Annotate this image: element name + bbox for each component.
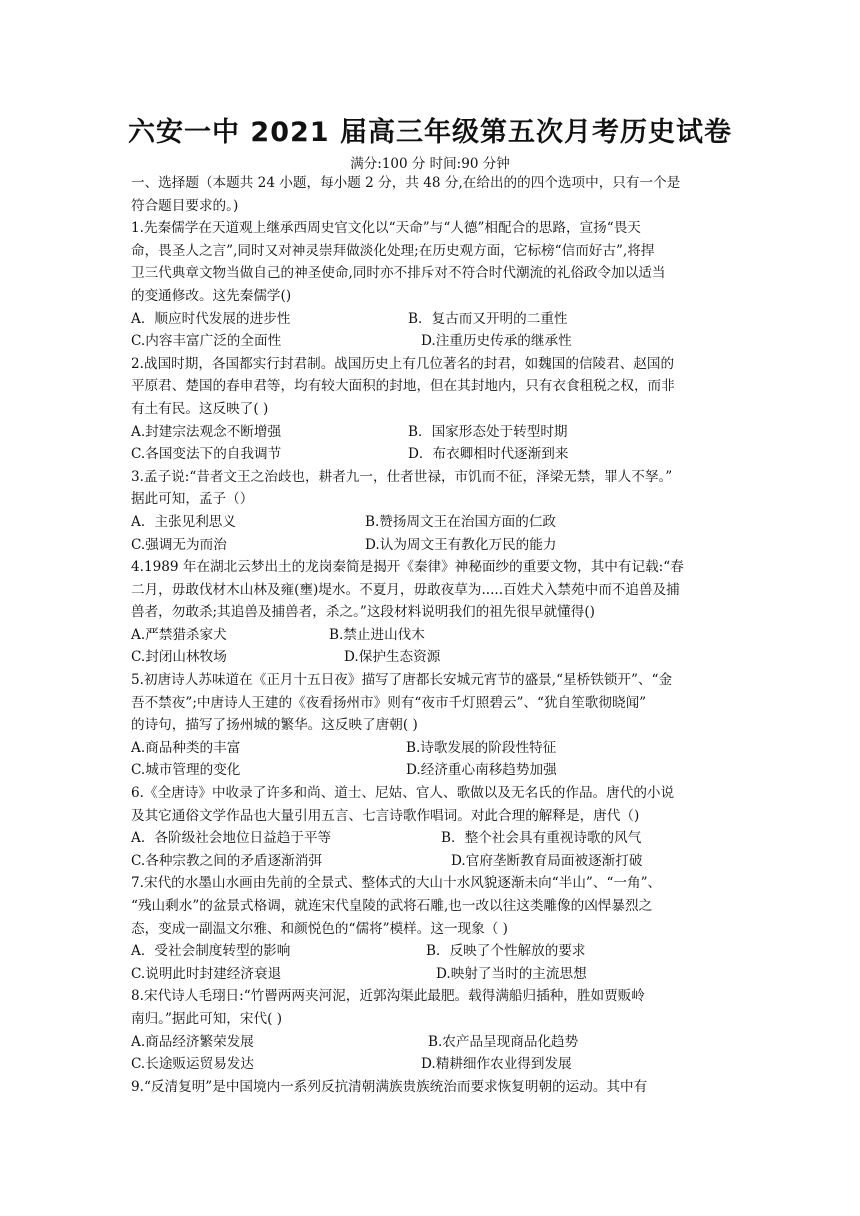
question-stem-line: 6.《全唐诗》中收录了许多和尚、道士、尼姑、官人、歌做以及无名氏的作品。唐代的小说 <box>131 785 675 802</box>
question <box>131 782 731 872</box>
answer-option: A.商品经济繁荣发展 <box>131 1033 254 1050</box>
answer-option: B．国家形态处于转型时期 <box>408 423 568 440</box>
answer-option: C.封闭山林牧场 <box>131 649 227 666</box>
answer-option: B．复古而又开明的二重性 <box>408 310 568 327</box>
option-row <box>131 940 731 963</box>
exam-subtitle: 满分:100 分 时间:90 分钟 <box>350 156 510 172</box>
question-stem-line: 有土有民。这反映了( ) <box>131 400 269 417</box>
section-instructions <box>131 172 731 217</box>
answer-option: B.禁止进山伐木 <box>329 626 425 643</box>
question <box>131 1076 731 1099</box>
question-stem-line: 据此可知，孟子（） <box>131 491 254 508</box>
answer-option: A．顺应时代发展的进步性 <box>131 310 291 327</box>
answer-option: D．布衣卿相时代逐渐到来 <box>408 446 569 463</box>
question-stem-line: 4.1989 年在湖北云梦出土的龙岗秦简是揭开《秦律》神秘面纱的重要文物，其中有记载:“春 <box>131 559 684 576</box>
answer-option: D.注重历史传承的继承性 <box>421 333 572 350</box>
answer-option: A．各阶级社会地位日益趋于平等 <box>131 830 332 847</box>
question-stem-line: 及其它通俗文学作品也大量引用五言、七言诗歌作唱词。对此合理的解释是，唐代（) <box>131 807 640 824</box>
answer-option: A．受社会制度转型的影响 <box>131 943 291 960</box>
question-stem-line: 8.宋代诗人毛珝日:“竹罾两两夹河泥，近郭沟渠此最肥。载得满船归插种，胜如贾贩岭 <box>131 988 645 1005</box>
option-row <box>131 759 731 782</box>
question-stem-line: 二月，毋敢伐材木山林及雍(壅)堤水。不夏月，毋敢夜草为.....百姓犬入禁苑中而不追兽及捕 <box>131 581 680 598</box>
answer-option: C.长途贩运贸易发达 <box>131 1056 254 1073</box>
answer-option: B．反映了个性解放的要求 <box>426 943 586 960</box>
option-row <box>131 963 731 986</box>
answer-option: D.精耕细作农业得到发展 <box>421 1056 572 1073</box>
answer-option: D.保护生态资源 <box>344 649 441 666</box>
option-row <box>131 624 731 647</box>
answer-option: C.城市管理的变化 <box>131 762 241 779</box>
option-row <box>131 827 731 850</box>
option-row <box>131 511 731 534</box>
question-stem-line: 态，变成一副温文尔雅、和颜悦色的“儒将”模样。这一现象（ ) <box>131 920 508 937</box>
question-stem-line: 兽者，勿敢杀;其追兽及捕兽者，杀之。”这段材料说明我们的祖先很早就懂得() <box>131 604 595 621</box>
question <box>131 217 731 353</box>
question <box>131 669 731 782</box>
option-row <box>131 1031 731 1054</box>
question-stem-line: 2.战国时期，各国都实行封君制。战国历史上有几位著名的封君，如魏国的信陵君、赵国的 <box>131 355 675 372</box>
answer-option: B.赞扬周文王在治国方面的仁政 <box>365 513 557 530</box>
option-row <box>131 850 731 873</box>
question-stem-line: 平原君、楚国的春申君等，均有较大面积的封地，但在其封地内，只有衣食租税之权，而非 <box>131 378 675 395</box>
answer-option: A.严禁猎杀家犬 <box>131 626 227 643</box>
answer-option: A.商品种类的丰富 <box>131 739 241 756</box>
question-stem-line: 7.宋代的水墨山水画由先前的全景式、整体式的大山十水风貌逐渐未向“半山”、“一角”、 <box>131 875 662 892</box>
answer-option: C.内容丰富广泛的全面性 <box>131 333 282 350</box>
option-row <box>131 534 731 557</box>
question-stem-line: 5.初唐诗人苏味道在《正月十五日夜》描写了唐都长安城元宵节的盛景,“星桥铁锁开”、“金 <box>131 672 673 689</box>
option-row <box>131 646 731 669</box>
question-stem-line: “残山剩水”的盆景式格调，就连宋代皇陵的武将石雕,也一改以往这类雕像的凶悍暴烈之 <box>131 898 653 914</box>
answer-option: B.诗歌发展的阶段性特征 <box>406 739 557 756</box>
answer-option: B.农产品呈现商品化趋势 <box>428 1033 579 1050</box>
option-row <box>131 330 731 353</box>
answer-option: D.认为周文王有教化万民的能力 <box>365 536 557 553</box>
page-title: 六安一中 2021 届高三年级第五次月考历史试卷 <box>128 117 732 148</box>
answer-option: C.说明此时封建经济衰退 <box>131 965 282 982</box>
answer-option: D.官府垄断教育局面被逐渐打破 <box>451 852 643 869</box>
question-stem-line: 吾不禁夜”;中唐诗人王建的《夜看扬州市》则有“夜市千灯照碧云”、“犹自笙歌彻晓闻” <box>131 694 647 711</box>
option-row <box>131 443 731 466</box>
answer-option: A．主张见利思义 <box>131 513 236 530</box>
option-row <box>131 308 731 331</box>
question <box>131 466 731 556</box>
answer-option: B．整个社会具有重视诗歌的风气 <box>441 830 642 847</box>
exam-body <box>131 172 731 1098</box>
answer-option: C.各国变法下的自我调节 <box>131 446 282 463</box>
answer-option: D.映射了当时的主流思想 <box>436 965 587 982</box>
option-row <box>131 1053 731 1076</box>
question-stem-line: 的变通修改。这先秦儒学() <box>131 287 292 304</box>
answer-option: C.强调无为而治 <box>131 536 227 553</box>
question <box>131 872 731 985</box>
question-stem-line: 9.“反清复明”是中国境内一系列反抗清朝满族贵族统治而要求恢复明朝的运动。其中有 <box>131 1078 648 1095</box>
option-row <box>131 421 731 444</box>
question-stem-line: 南归。”据此可知，宋代( ) <box>131 1010 283 1027</box>
answer-option: A.封建宗法观念不断增强 <box>131 423 282 440</box>
option-row <box>131 737 731 760</box>
question-stem-line: 卫三代典章文物当做自己的神圣使命,同时亦不排斥对不符合时代潮流的礼俗政令加以适当 <box>131 265 666 282</box>
question-stem-line: 1.先秦儒学在天道观上继承西周史官文化以“天命”与“人德”相配合的思路，宣扬“畏天 <box>131 220 641 237</box>
question <box>131 556 731 669</box>
answer-option: C.各种宗教之间的矛盾逐渐消弭 <box>131 852 322 869</box>
answer-option: D.经济重心南移趋势加强 <box>406 762 557 779</box>
instruction-line: 一、选择题（本题共 24 小题，每小题 2 分，共 48 分,在给出的的四个选项中，只有一个是 <box>131 175 681 191</box>
instruction-line: 符合题目要求的。) <box>131 197 239 214</box>
question-stem-line: 命，畏圣人之言”,同时又对神灵崇拜做淡化处理;在历史观方面，它标榜“信而好古”,将捍 <box>131 242 655 259</box>
question <box>131 353 731 466</box>
question <box>131 985 731 1075</box>
question-stem-line: 的诗句，描写了扬州城的繁华。这反映了唐朝( ) <box>131 717 418 734</box>
question-stem-line: 3.孟子说:“昔者文王之治歧也，耕者九一，仕者世禄，市饥而不征，泽梁无禁，罪人不孥。” <box>131 468 673 485</box>
